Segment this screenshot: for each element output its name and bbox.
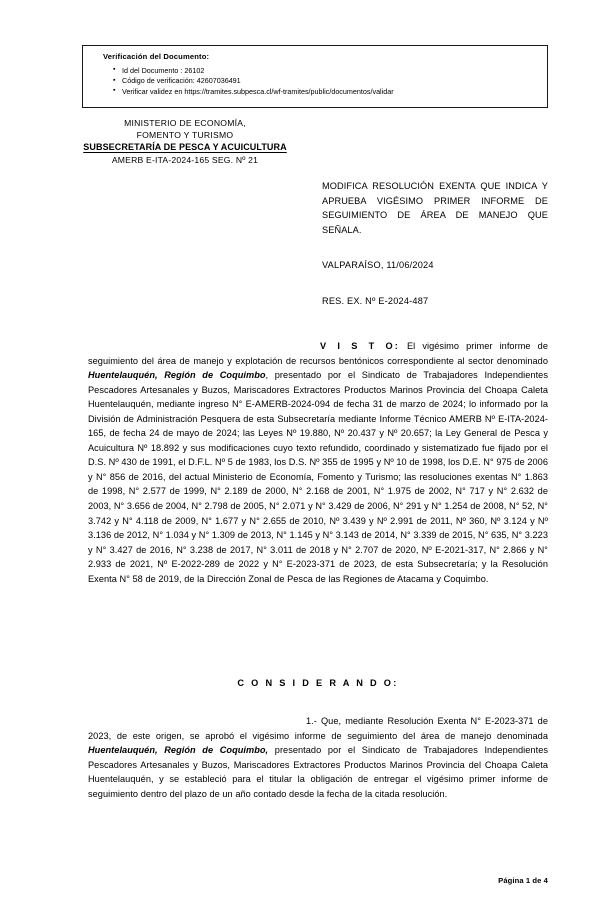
visto-text-a: El vigésimo primer informe de seguimiento del área de manejo y explotación de recursos bentónicos correspondiente al sector denominado — [88, 341, 548, 366]
item1-text-a: 1.- Que, mediante Resolución Exenta N° E-2023-371 de 2023, de este origen, se aprobó el vigésimo informe de seguimiento del área de manejo denominada — [88, 716, 548, 741]
verification-list — [103, 66, 547, 98]
ministry-line-1: MINISTERIO DE ECONOMÍA, — [124, 118, 246, 128]
visto-paragraph — [88, 339, 548, 586]
visto-sector-name: Huentelauquén, Región de Coquimbo — [88, 370, 266, 381]
document-subject: MODIFICA RESOLUCIÓN EXENTA QUE INDICA Y APRUEBA VIGÉSIMO PRIMER INFORME DE SEGUIMIENTO DE ÁREA DE MANEJO QUE SEÑALA. — [322, 181, 548, 235]
visto-text-b: , presentado por el Sindicato de Trabajadores Independientes Pescadores Artesanales y Buzos, Mariscadores Extractores Productos Marinos Provincia del Choapa Caleta Huentelauquén, mediante ingreso N° E-AMERB-2024-094 de fecha 31 de marzo de 2024; lo informado por la División de Administración Pesquera de esta Subsecretaría mediante Informe Técnico AMERB Nº E-ITA-2024-165, de fecha 24 de mayo de 2024; las Leyes Nº 19.880, Nº 20.437 y Nº 20.657; la Ley General de Pesca y Acuicultura Nº 18.892 y sus modificaciones cuyo texto refundido, coordinado y sistematizado fue fijado por el D.S. Nº 430 de 1991, el D.F.L. Nº 5 de 1983, los D.S. Nº 355 de 1995 y Nº 10 de 1998, los D.E. N° 975 de 2006 y N° 856 de 2016, del actual Ministerio de Economía, Fomento y Turismo; las resoluciones exentas N° 1.863 de 1998, N° 2.577 de 1999, N° 2.189 de 2000, N° 2.168 de 2001, N° 1.975 de 2002, N° 717 y N° 2.632 de 2003, N° 3.656 de 2004, N° 2.798 de 2005, N° 2.071 y N° 3.429 de 2006, N° 291 y N° 1.254 de 2008, N° 52, N° 3.742 y N° 4.118 de 2009, N° 1.677 y N° 2.655 de 2010, Nº 3.439 y Nº 2.991 de 2011, Nº 360, Nº 3.124 y Nº 3.136 de 2012, N° 1.034 y N° 1.309 de 2013, N° 1.145 y N° 3.143 de 2014, N° 3.339 de 2015, N° 635, N° 3.223 y N° 3.427 de 2016, N° 3.238 de 2017, N° 3.011 de 2018 y N° 2.707 de 2020, Nº E-2021-317, N° 2.866 y N° 2.933 de 2021, Nº E-2022-289 de 2022 y N° E-2023-371 de 2023, de esta Subsecretaría; y la Resolución Exenta N° 58 de 2019, de la Dirección Zonal de Pesca de las Regiones de Atacama y Coquimbo. — [88, 370, 548, 584]
visto-label: V I S T O: — [320, 341, 400, 351]
verification-item-id — [113, 66, 547, 77]
considerando-item-1 — [88, 714, 548, 801]
bullet-icon: ▪ — [113, 76, 116, 84]
place-and-date: VALPARAÍSO, 11/06/2024 — [322, 260, 434, 270]
resolution-number: RES. EX. Nº E-2024-487 — [322, 296, 429, 306]
bullet-icon: ▪ — [113, 87, 116, 95]
letterhead — [40, 118, 330, 166]
verification-item-code — [113, 76, 547, 87]
item1-sector-name: Huentelauquén, Región de Coquimbo, — [88, 745, 269, 756]
page-number: Página 1 de 4 — [498, 876, 548, 885]
verification-item-text: Verificar validez en https://tramites.subpesca.cl/wf-tramites/public/documentos/validar — [122, 86, 394, 96]
verification-box — [82, 45, 548, 108]
ministry-line-2: FOMENTO Y TURISMO — [136, 129, 234, 140]
verification-item-url — [113, 87, 547, 98]
subsecretaria-line: SUBSECRETARÍA DE PESCA Y ACUICULTURA — [83, 142, 287, 153]
verification-item-text: Id del Documento : 26102 — [122, 65, 205, 75]
bullet-icon: ▪ — [113, 66, 116, 74]
verification-item-text: Código de verificación: 42607036491 — [122, 76, 241, 86]
item1-text-b: presentado por el Sindicato de Trabajadores Independientes Pescadores Artesanales y Buzos, Mariscadores Extractores Productos Marinos Provincia del Choapa Caleta Huentelauquén, y se estableció para el titular la obligación de entregar el vigésimo primer informe de seguimiento dentro del plazo de un año contado desde la fecha de la citada resolución. — [88, 745, 548, 799]
considerando-heading: C O N S I D E R A N D O: — [237, 678, 399, 688]
verification-title: Verificación del Documento: — [103, 52, 210, 61]
document-code: AMERB E-ITA-2024-165 SEG. Nº 21 — [111, 154, 259, 165]
